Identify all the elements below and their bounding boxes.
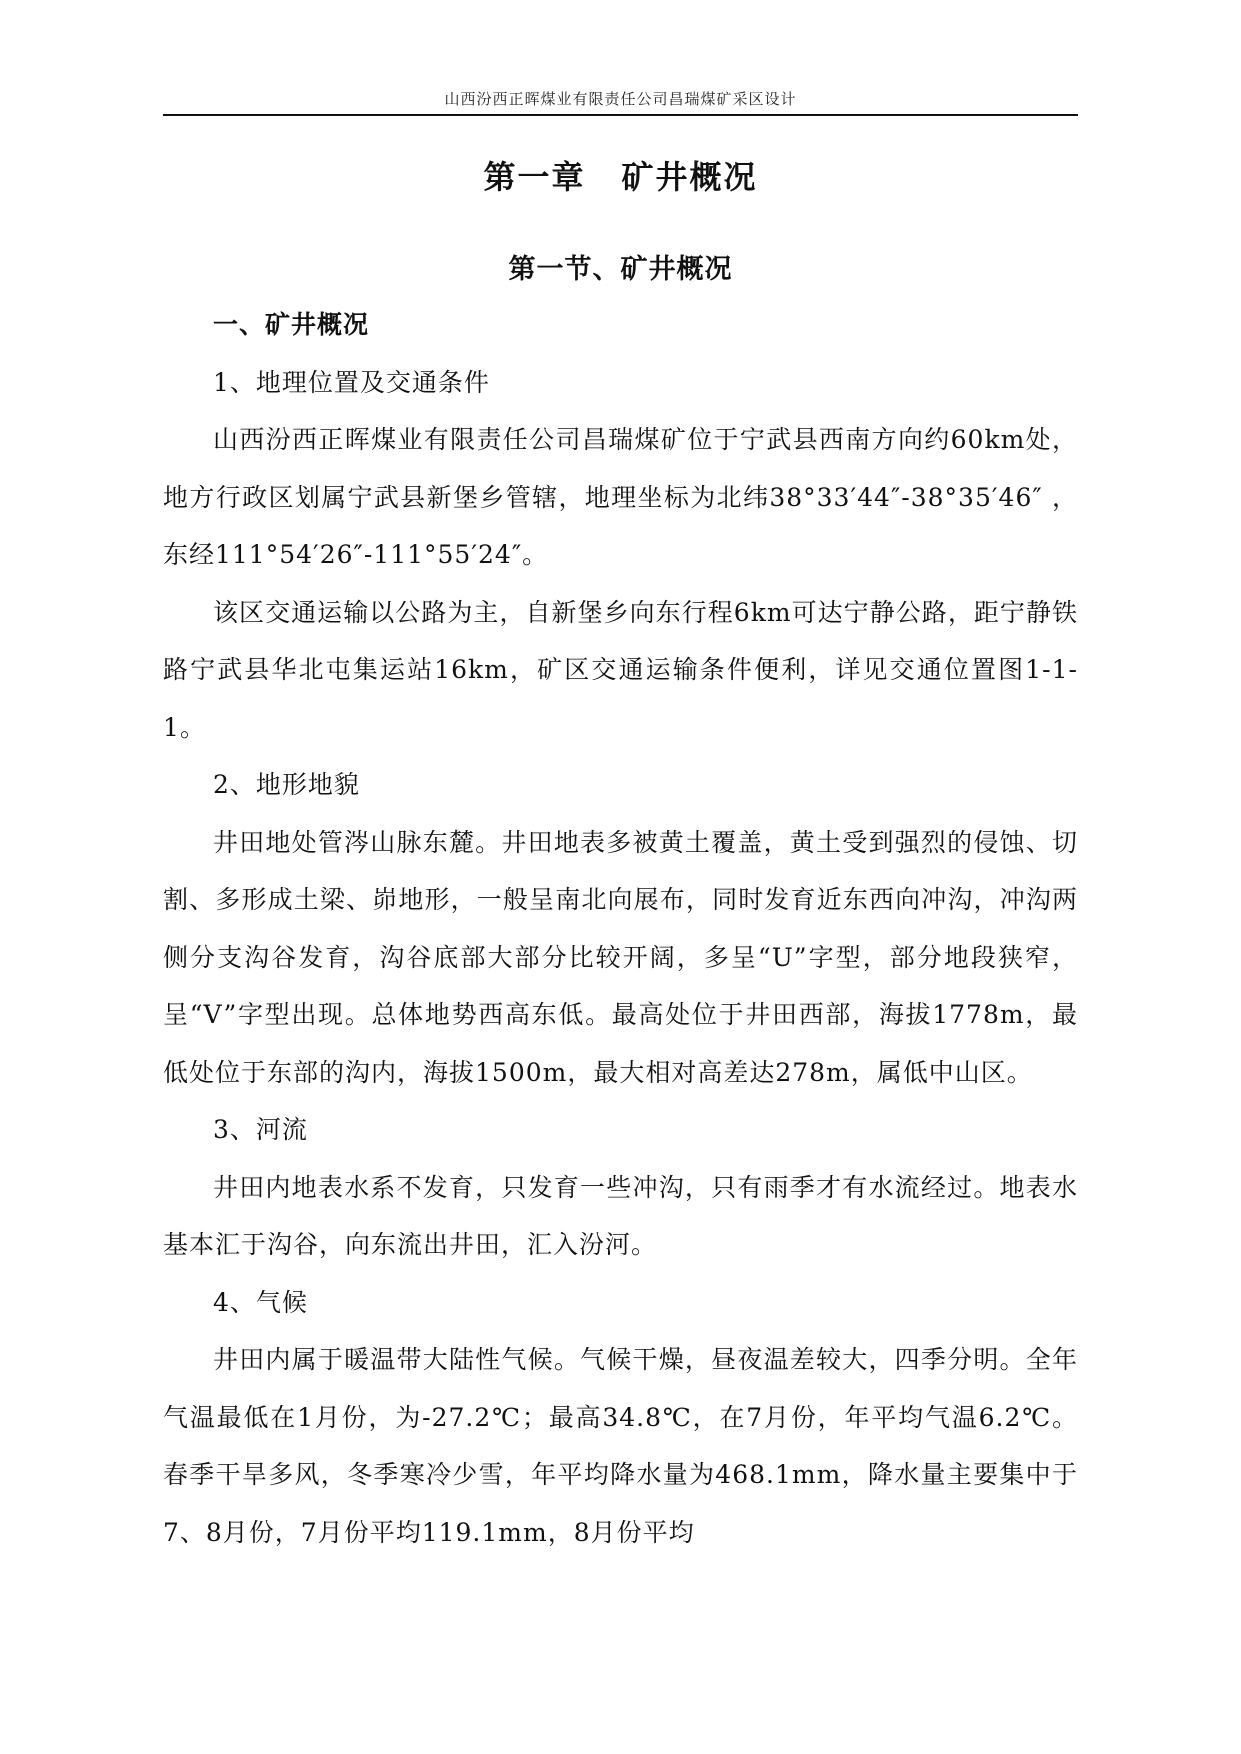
paragraph-terrain: 井田地处管涔山脉东麓。井田地表多被黄土覆盖，黄土受到强烈的侵蚀、切割、多形成土梁、峁地形，一般呈南北向展布，同时发育近东西向冲沟，冲沟两侧分支沟谷发育，沟谷底部大部分比较开阔，多呈“U”字型，部分地段狭窄，呈“V”字型出现。总体地势西高东低。最高处位于井田西部，海拔1778m，最低处位于东部的沟内，海拔1500m，最大相对高差达278m，属低中山区。 [163, 827, 1078, 1087]
paragraph-climate: 井田内属于暖温带大陆性气候。气候干燥，昼夜温差较大，四季分明。全年气温最低在1月份，为-27.2℃；最高34.8℃，在7月份，年平均气温6.2℃。春季干旱多风，冬季寒冷少雪，年平均降水量为468.1mm，降水量主要集中于7、8月份，7月份平均119.1mm，8月份平均 [163, 1345, 1078, 1547]
paragraph-location: 山西汾西正晖煤业有限责任公司昌瑞煤矿位于宁武县西南方向约60km处，地方行政区划属宁武县新堡乡管辖，地理坐标为北纬38°33′44″-38°35′46″ ，东经111°54′26″-111°55′24″。 [163, 425, 1078, 569]
item-heading-climate: 4、气候 [213, 1287, 308, 1317]
chapter-title [163, 152, 1078, 198]
header-divider [163, 114, 1078, 116]
chapter-name: 矿井概况 [621, 158, 758, 196]
chapter-number: 第一章 [483, 158, 586, 196]
section-title: 第一节、矿井概况 [508, 254, 733, 285]
paragraph-rivers: 井田内地表水系不发育，只发育一些冲沟，只有雨季才有水流经过。地表水基本汇于沟谷，向东流出井田，汇入汾河。 [163, 1172, 1078, 1259]
item-heading-location: 1、地理位置及交通条件 [213, 367, 490, 397]
paragraph-transport: 该区交通运输以公路为主，自新堡乡向东行程6km可达宁静公路，距宁静铁路宁武县华北屯集运站16km，矿区交通运输条件便利，详见交通位置图1-1-1。 [163, 597, 1078, 742]
document-body [163, 296, 1078, 1561]
running-header: 山西汾西正晖煤业有限责任公司昌瑞煤矿采区设计 [444, 90, 797, 108]
item-heading-rivers: 3、河流 [213, 1115, 308, 1144]
subsection-heading: 一、矿井概况 [213, 310, 370, 339]
item-heading-terrain: 2、地形地貌 [213, 770, 360, 799]
